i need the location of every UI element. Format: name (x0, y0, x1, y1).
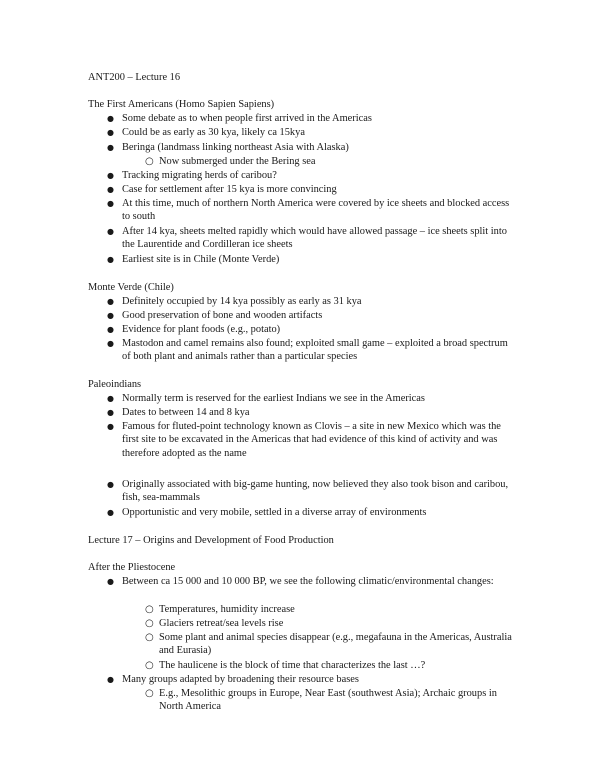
bullet-item: ● Beringa (landmass linking northeast Asia with Alaska) (107, 142, 349, 153)
section-heading: Monte Verde (Chile) (88, 282, 174, 293)
bullet-item: ● Opportunistic and very mobile, settled in a diverse array of environments (107, 507, 427, 518)
bullet-item: ● Evidence for plant foods (e.g., potato) (107, 324, 281, 335)
bullet-item: ● Earliest site is in Chile (Monte Verde) (107, 254, 280, 265)
bullet-item: ● Good preservation of bone and wooden artifacts (107, 310, 323, 321)
sub-bullet-item: ○ Glaciers retreat/sea levels rise (145, 618, 284, 629)
sub-bullet-item: ○ Some plant and animal species disappear (e.g., megafauna in the Americas, Australia and Eurasia) (145, 632, 512, 657)
bullet-item: ● Tracking migrating herds of caribou? (107, 170, 277, 181)
bullet-item: ● Could be as early as 30 kya, likely ca 15kya (107, 127, 305, 138)
bullet-item: ● Between ca 15 000 and 10 000 BP, we see the following climatic/environmental changes: (107, 576, 494, 587)
lecture-title: Lecture 17 – Origins and Development of Food Production (88, 535, 334, 546)
bullet-item: ● Case for settlement after 15 kya is more convincing (107, 184, 337, 195)
bullet-item: ● Many groups adapted by broadening their resource bases (107, 674, 359, 685)
bullet-item: ● Famous for fluted-point technology known as Clovis – a site in new Mexico which was the first site to be excavated in the Americas that had evidence of this kind of activity and was therefore adopted as the name (107, 421, 501, 459)
bullet-item: ● Some debate as to when people first arrived in the Americas (107, 113, 372, 124)
bullet-item: ● Mastodon and camel remains also found; exploited small game – exploited a broad spectrum of both plant and animals rather than a particular species (107, 338, 508, 363)
bullet-item: ● Originally associated with big-game hunting, now believed they also took bison and caribou, fish, sea-mammals (107, 479, 509, 504)
sub-bullet-item: ○ The haulicene is the block of time that characterizes the last …? (145, 660, 426, 671)
bullet-item: ● Dates to between 14 and 8 kya (107, 407, 250, 418)
bullet-item: ● After 14 kya, sheets melted rapidly which would have allowed passage – ice sheets split into the Laurentide and Cordilleran ice sheets (107, 226, 507, 251)
bullet-item: ● At this time, much of northern North America were covered by ice sheets and blocked access to south (107, 198, 510, 223)
bullet-item: ● Definitely occupied by 14 kya possibly as early as 31 kya (107, 296, 362, 307)
section-heading: After the Pliestocene (88, 562, 176, 573)
sub-bullet-item: ○ Now submerged under the Bering sea (145, 156, 316, 167)
sub-bullet-item: ○ E.g., Mesolithic groups in Europe, Near East (southwest Asia); Archaic groups in North America (145, 688, 497, 713)
section-heading: Paleoindians (88, 379, 142, 390)
bullet-item: ● Normally term is reserved for the earliest Indians we see in the Americas (107, 393, 425, 404)
sub-bullet-item: ○ Temperatures, humidity increase (145, 604, 295, 615)
section-heading: The First Americans (Homo Sapien Sapiens) (88, 99, 275, 110)
lecture-header: ANT200 – Lecture 16 (88, 72, 181, 83)
